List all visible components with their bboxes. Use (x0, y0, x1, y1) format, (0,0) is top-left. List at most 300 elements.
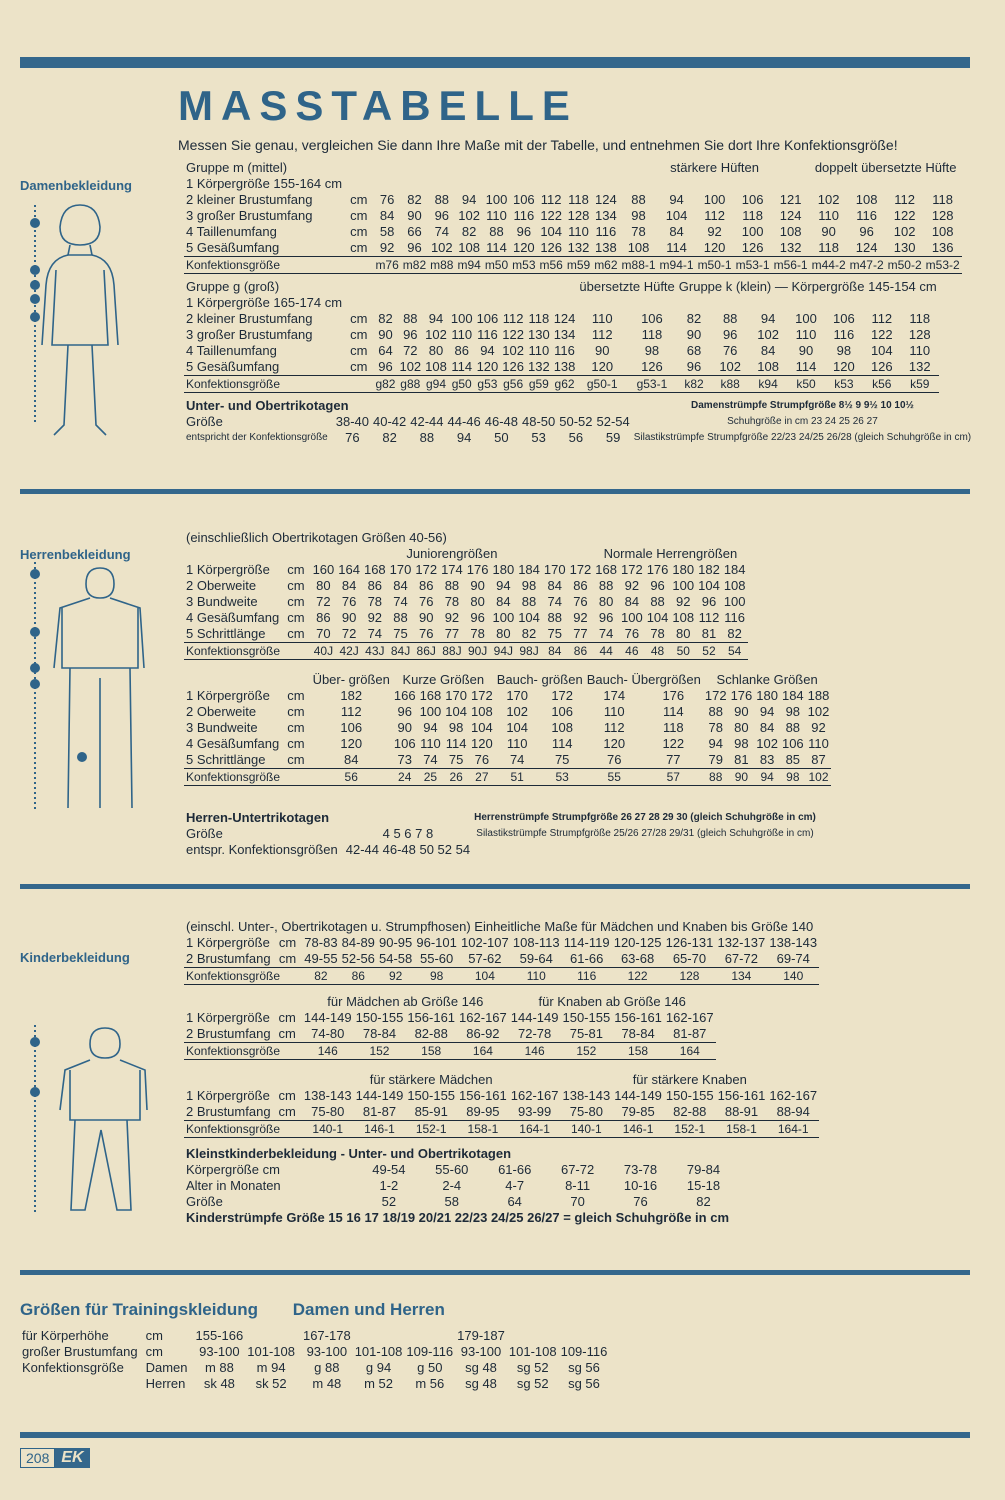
size-cell: m53-1 (735, 258, 770, 272)
value-cell: 96 (516, 224, 532, 239)
size-cell: k53 (825, 376, 863, 393)
equiv-cell: 42-44 46-48 50 52 54 (345, 842, 471, 857)
table-row (184, 626, 748, 643)
row-label: 1 Körpergröße (186, 935, 270, 950)
size-cell: 24 (392, 769, 418, 786)
value-cell: 164 (338, 562, 360, 577)
value-cell: m 94 (256, 1360, 286, 1375)
value-cell: 78 (708, 720, 723, 735)
value-cell: 84 (547, 578, 562, 593)
value-cell: 108-113 (512, 935, 560, 950)
size-cell: 158 (405, 1043, 457, 1060)
value-cell: 120 (703, 240, 726, 255)
value-cell: 96 (686, 359, 702, 374)
value-cell: 108 (855, 192, 878, 207)
size-cell: m76 (375, 258, 399, 272)
value-cell: m 56 (415, 1376, 445, 1391)
value-cell: 128 (908, 327, 931, 342)
row-unit: cm (287, 736, 305, 751)
value-cell: 118 (932, 192, 954, 207)
row-unit (348, 295, 373, 311)
value-cell (397, 295, 423, 311)
value-cell: 110 (528, 343, 550, 358)
value-cell (711, 295, 749, 311)
value-cell: 88 (393, 610, 408, 625)
value-cell: 82 (407, 192, 422, 207)
value-cell: 64 (378, 343, 393, 358)
value-cell: 112 (540, 192, 562, 207)
value-cell: 88 (785, 720, 801, 735)
value-cell: 182 (340, 688, 363, 703)
size-cell: 152 (354, 1043, 406, 1060)
size-label: Größe (186, 414, 223, 429)
value-cell: 74 (423, 752, 438, 767)
column-header: Schlanke Größen (716, 672, 818, 687)
value-cell: 102 (399, 359, 422, 374)
column-header: Gruppe k (klein) — Körpergröße 145-154 cm (678, 279, 937, 294)
value-cell: m 88 (204, 1360, 234, 1375)
value-cell: 84 (669, 224, 684, 239)
table-row (184, 826, 818, 842)
value-cell: 106 (512, 192, 535, 207)
size-cell: 54 (722, 643, 748, 660)
value-cell: 78 (650, 626, 665, 641)
value-cell: 49-54 (372, 1162, 406, 1177)
row-label: 1 Körpergröße (186, 1088, 270, 1103)
value-cell: 61-66 (498, 1162, 532, 1177)
value-cell: 150-155 (562, 1010, 611, 1025)
value-cell: 94 (496, 578, 511, 593)
total-label: Konfektionsgröße (184, 257, 373, 274)
silastik-sizes: Silastikstrümpfe Strumpfgröße 22/23 24/25 26/28 (gleich Schuhgröße in cm) (633, 432, 972, 443)
value-cell: 172 (551, 688, 574, 703)
value-cell: 98 (631, 208, 646, 223)
value-cell (848, 176, 886, 192)
value-cell: 114 (551, 736, 573, 751)
table-damen-trikotagen (184, 398, 973, 446)
value-cell: 180 (672, 562, 695, 577)
value-cell (772, 176, 810, 192)
size-cell: 98J (516, 643, 542, 660)
value-cell: 120 (340, 736, 363, 751)
value-cell: 110 (909, 343, 931, 358)
value-cell: 100 (703, 192, 726, 207)
column-header: Gruppe m (mittel) (186, 160, 288, 175)
value-cell: 98 (785, 704, 801, 719)
size-cell: g53 (475, 376, 501, 393)
value-cell: 102-107 (461, 935, 509, 950)
value-cell: 15-18 (686, 1178, 721, 1193)
value-cell: 88 (547, 610, 562, 625)
value-cell: g 94 (365, 1360, 392, 1375)
value-cell: 76 (474, 752, 490, 767)
row-unit: cm (145, 1328, 163, 1343)
value-cell: 128 (931, 208, 954, 223)
row-unit: cm (278, 935, 297, 950)
row-unit: cm (278, 1010, 296, 1025)
value-cell: 86-92 (466, 1026, 500, 1041)
value-cell: 126 (641, 359, 663, 374)
value-cell: 52 (381, 1194, 397, 1209)
value-cell: 102 (430, 240, 453, 255)
row-unit: cm (287, 704, 305, 719)
value-cell: 86 (454, 343, 469, 358)
row-unit: cm (350, 192, 368, 207)
value-cell: 116 (833, 327, 855, 342)
equiv-label: entspricht der Konfektionsgröße (186, 432, 328, 443)
value-cell: 120 (603, 736, 626, 751)
row-unit: cm (278, 951, 297, 966)
value-cell: 94 (428, 311, 444, 326)
column-header: Über- größen (312, 672, 390, 687)
size-cell: k88 (711, 376, 749, 393)
value-cell: 96 (598, 610, 614, 625)
value-cell: 59-64 (519, 951, 553, 966)
size-cell: 110 (511, 968, 562, 985)
value-cell: 118 (662, 720, 684, 735)
value-cell: 160 (312, 562, 335, 577)
row-label: Alter in Monaten (186, 1178, 281, 1193)
row-unit: cm (287, 752, 305, 767)
value-cell: 106 (641, 311, 663, 326)
row-label: 3 großer Brustumfang (186, 327, 313, 342)
value-cell: 102 (756, 736, 778, 751)
size-cell: 52-54 (596, 414, 630, 429)
value-cell: 108 (627, 240, 650, 255)
size-cell: g53-1 (627, 376, 677, 393)
table-row (184, 1026, 716, 1043)
value-cell: 81 (734, 752, 749, 767)
value-cell: 74-80 (311, 1026, 345, 1041)
value-cell (825, 295, 863, 311)
size-cell: 43J (362, 643, 388, 660)
column-header: für Knaben ab Größe 146 (538, 994, 686, 1009)
row-label: 2 Brustumfang (186, 951, 271, 966)
value-cell: 114 (662, 704, 684, 719)
value-cell: 156-161 (459, 1088, 507, 1103)
total-label: Konfektionsgröße (184, 769, 311, 786)
value-cell: 79 (708, 752, 723, 767)
size-cell: 52 (696, 643, 722, 660)
value-cell: 79-85 (621, 1104, 655, 1119)
row-unit: cm (287, 562, 305, 577)
training-title: Größen für Trainingskleidung (20, 1300, 259, 1319)
size-cell: 88 (703, 769, 729, 786)
value-cell: 82 (378, 311, 393, 326)
value-cell: 108 (779, 224, 802, 239)
value-cell: 172 (415, 562, 438, 577)
value-cell: 96 (434, 208, 450, 223)
value-cell: 118 (528, 311, 550, 326)
value-cell: sg 56 (568, 1376, 600, 1391)
value-cell: 104 (646, 610, 669, 625)
value-cell: 84 (379, 208, 395, 223)
value-cell: g 50 (417, 1360, 443, 1375)
value-cell: 87 (811, 752, 826, 767)
value-cell: 94 (669, 192, 684, 207)
value-cell: 93-99 (518, 1104, 552, 1119)
value-cell: 116 (856, 208, 877, 223)
column-header: Juniorengrößen (406, 546, 498, 561)
value-cell (627, 295, 677, 311)
value-cell (245, 1328, 297, 1344)
value-cell: 75 (547, 626, 562, 641)
size-cell: m56-1 (773, 258, 808, 272)
value-cell: 110 (591, 311, 613, 326)
size-cell: 146-1 (612, 1121, 664, 1138)
value-cell (677, 295, 711, 311)
value-cell: 182 (698, 562, 720, 577)
value-cell: 74 (393, 594, 408, 609)
value-cell: 82-88 (414, 1026, 448, 1041)
value-cell: 8-11 (565, 1178, 591, 1193)
value-cell: 184 (518, 562, 540, 577)
value-cell: 172 (569, 562, 592, 577)
row-label: für Körperhöhe (22, 1328, 109, 1343)
value-cell: 114 (486, 240, 507, 255)
value-cell: 75 (448, 752, 464, 767)
table-row (184, 935, 819, 951)
column-header: für Mädchen ab Größe 146 (327, 994, 484, 1009)
value-cell: 98 (448, 720, 464, 735)
value-cell: 88 (403, 311, 418, 326)
value-cell: 74 (367, 626, 383, 641)
size-cell: 40J (311, 643, 337, 660)
value-cell: 72 (403, 343, 418, 358)
row-label: 3 Bundweite (186, 720, 258, 735)
size-cell: g82 (375, 377, 396, 391)
column-header: übersetzte Hüfte (579, 279, 675, 294)
size-cell: 158-1 (457, 1121, 509, 1138)
value-cell: 93-100 (199, 1344, 240, 1359)
row-label: Körpergröße cm (186, 1162, 280, 1177)
size-cell: 90J (465, 643, 491, 660)
value-cell: 104 (540, 224, 563, 239)
size-cell: g50-1 (577, 376, 627, 393)
value-cell: 92 (676, 594, 691, 609)
row-label: 1 Körpergröße 165-174 cm (186, 295, 343, 310)
shoe-sizes: Schuhgröße in cm 23 24 25 26 27 (727, 416, 878, 427)
size-cell: 46-48 (484, 414, 518, 429)
row-label: 2 kleiner Brustumfang (186, 192, 313, 207)
value-cell: 126 (741, 240, 764, 255)
value-cell: 82 (686, 311, 702, 326)
value-cell: 110 (486, 208, 507, 223)
value-cell: 116 (554, 343, 575, 358)
row-unit: cm (287, 578, 305, 593)
value-cell: 75-80 (569, 1104, 603, 1119)
value-cell: 80 (496, 626, 511, 641)
value-cell: 88 (722, 311, 738, 326)
equiv-cell: 82 (382, 430, 397, 445)
value-cell: 55-60 (435, 1162, 469, 1177)
value-cell: 10-16 (623, 1178, 658, 1193)
size-cell: 48 (645, 643, 671, 660)
row-label: 3 großer Brustumfang (186, 208, 313, 223)
value-cell: 122 (540, 208, 563, 223)
value-cell: 132-137 (717, 935, 766, 950)
size-cell: 42J (336, 643, 362, 660)
value-cell: 106 (781, 736, 804, 751)
table-kinder-146 (184, 994, 716, 1060)
value-cell: 128 (567, 208, 590, 223)
value-cell: 70 (316, 626, 331, 641)
value-cell: 108 (551, 720, 574, 735)
value-cell: 80 (676, 626, 691, 641)
spacer (184, 546, 311, 562)
value-cell: 144-149 (510, 1010, 559, 1025)
table-row (184, 546, 748, 562)
value-cell: 155-166 (195, 1328, 244, 1343)
value-cell: 104 (445, 704, 467, 719)
value-cell: 112 (591, 327, 613, 342)
value-cell: 67-72 (560, 1162, 595, 1177)
kinder-note: (einschl. Unter-, Obertrikotagen u. Strumpfhosen) Einheitliche Maße für Mädchen und Knaben bis Größe 140 (186, 919, 814, 934)
value-cell: 55-60 (420, 951, 454, 966)
row-label: 5 Gesäßumfang (186, 359, 280, 374)
value-cell: 64 (507, 1194, 522, 1209)
column-header (184, 672, 311, 688)
value-cell: 110 (808, 736, 829, 751)
value-cell: 78 (631, 224, 646, 239)
section-label-herren: Herrenbekleidung (20, 547, 131, 562)
table-row (184, 398, 973, 414)
column-header: für stärkere Mädchen (369, 1072, 493, 1087)
value-cell: 90-95 (379, 935, 413, 950)
value-cell: 134 (553, 327, 576, 342)
value-cell: 114 (795, 359, 817, 374)
value-cell: 134 (595, 208, 617, 223)
value-cell: 54-58 (379, 951, 413, 966)
table-row (20, 1328, 609, 1344)
value-cell: 73-78 (623, 1162, 658, 1177)
column-header (373, 160, 619, 176)
size-cell: 134 (715, 968, 767, 985)
value-cell: 96 (403, 327, 418, 342)
size-cell: 86J (413, 643, 439, 660)
value-cell: 89-95 (466, 1104, 500, 1119)
column-header: Bauch- größen (496, 672, 583, 687)
size-cell: m50-2 (887, 258, 922, 272)
value-cell: 166 (393, 688, 416, 703)
column-header: Gruppe g (groß) (186, 279, 280, 294)
value-cell: 122 (870, 327, 893, 342)
value-cell: 174 (603, 688, 626, 703)
value-cell: g 88 (314, 1360, 340, 1375)
value-cell: 101-108 (508, 1344, 557, 1359)
value-cell: 86 (573, 578, 588, 593)
value-cell: 90 (470, 578, 485, 593)
table-row (184, 769, 831, 786)
value-cell: 66 (407, 224, 422, 239)
value-cell: 92 (379, 240, 395, 255)
value-cell: 112 (704, 208, 725, 223)
size-cell: 82 (302, 968, 339, 985)
value-cell: 98 (836, 343, 852, 358)
value-cell: 98 (644, 343, 660, 358)
table-row (184, 736, 831, 752)
equiv-cell: 56 (568, 430, 584, 445)
value-cell: 106 (551, 704, 574, 719)
table-row (184, 224, 962, 240)
value-cell: 138-143 (303, 1088, 352, 1103)
value-cell: sg 56 (568, 1360, 600, 1375)
value-cell: 88-91 (724, 1104, 759, 1119)
value-cell: 126 (540, 240, 563, 255)
value-cell: 124 (553, 311, 576, 326)
value-cell: 88 (708, 704, 723, 719)
size-cell: 26 (443, 769, 469, 786)
value-cell: 76 (341, 594, 357, 609)
size-cell: m88 (430, 258, 454, 272)
section-rule (20, 489, 970, 494)
value-cell: 102 (506, 704, 529, 719)
table-row (184, 688, 831, 704)
value-cell: 93-100 (460, 1344, 502, 1359)
row-label: 2 kleiner Brustumfang (186, 311, 313, 326)
size-cell: 57 (644, 769, 703, 786)
value-cell: 102 (817, 192, 840, 207)
table-row (184, 359, 939, 376)
size-cell: 84J (388, 643, 414, 660)
column-header (184, 994, 302, 1010)
value-cell: 92 (573, 610, 588, 625)
value-cell (353, 1328, 405, 1344)
size-cell: 86 (340, 968, 377, 985)
table-row (184, 842, 818, 858)
value-cell (552, 295, 578, 311)
size-cell: 122 (612, 968, 664, 985)
size-cell: 38-40 (335, 414, 369, 429)
total-label: Konfektionsgröße (184, 643, 311, 660)
size-cell: 104 (459, 968, 511, 985)
value-cell: 116 (724, 610, 746, 625)
equiv-cell: 59 (605, 430, 621, 445)
value-cell: 120 (591, 359, 614, 374)
size-cell: 42-44 (410, 414, 444, 429)
value-cell: 88 (489, 224, 504, 239)
value-cell: 138-143 (562, 1088, 611, 1103)
value-cell: 104 (870, 343, 893, 358)
row-unit: cm (287, 720, 305, 735)
value-cell: 102 (458, 208, 480, 223)
value-cell: 96 (407, 240, 422, 255)
value-cell (592, 176, 619, 192)
table-row (184, 1162, 735, 1178)
table-row (184, 578, 748, 594)
value-cell: 106 (741, 192, 764, 207)
size-cell: m44-2 (811, 258, 846, 272)
size-cell: 152 (560, 1043, 612, 1060)
row-unit: cm (350, 208, 368, 223)
value-cell: 84 (760, 343, 776, 358)
row-label: 1 Körpergröße (186, 688, 270, 703)
value-cell: 102 (502, 343, 524, 358)
value-cell: 118 (818, 240, 839, 255)
value-cell: 176 (646, 562, 669, 577)
man-figure-icon (20, 562, 150, 822)
value-cell: 76 (606, 752, 622, 767)
size-cell: 146-1 (354, 1121, 406, 1138)
value-cell: 138 (553, 359, 576, 374)
value-cell: 88 (434, 192, 450, 207)
value-cell: 92 (811, 720, 826, 735)
row-label: 2 Brustumfang (186, 1026, 271, 1041)
value-cell: 124 (595, 192, 617, 207)
value-cell: 90 (407, 208, 422, 223)
value-cell: 172 (704, 688, 727, 703)
value-cell: sg 48 (465, 1360, 497, 1375)
